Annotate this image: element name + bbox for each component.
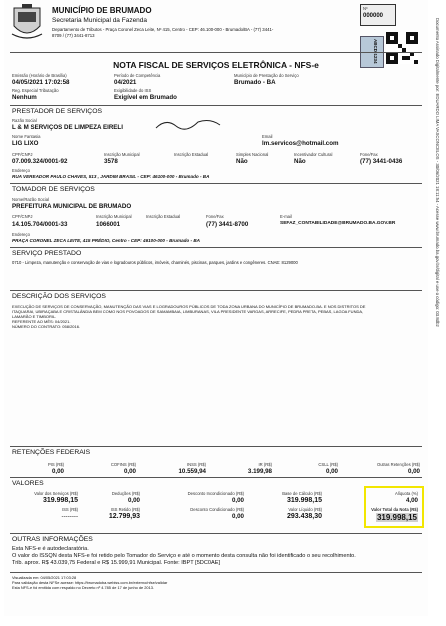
csll-label: CSLL (R$) (318, 462, 338, 467)
valor-liquido-label: Valor Líquido (R$) (288, 507, 322, 512)
nf-number-box (360, 4, 396, 26)
municipality-name: MUNICÍPIO DE BRUMADO (52, 6, 152, 15)
tomador-razao-label: Nome/Razão Social (12, 197, 50, 202)
prestador-cnpj-label: CPF/CNPJ (12, 152, 33, 157)
inss-label: INSS (R$) (186, 462, 206, 467)
coat-of-arms-icon (10, 4, 44, 42)
tomador-endereco-label: Endereço (12, 232, 30, 237)
deducoes-value: 0,00 (127, 497, 140, 504)
prestador-email-label: Email (262, 134, 273, 139)
descricao-line: LAMARÃO E TIMBORIL. (12, 314, 57, 319)
prestador-fone-value: (77) 3441-0436 (360, 158, 403, 165)
prestador-ie-label: Inscrição Estadual (174, 152, 209, 157)
prestador-razao-value: L & M SERVIÇOS DE LIMPEZA EIRELI (12, 124, 123, 131)
aliquota-value: 4,00 (405, 497, 418, 504)
csll-value: 0,00 (325, 468, 338, 475)
side-stamp-text: Documento Assinado Digitalmente por: EDUARDO LIMA VASCONCELOS - 30/06/2021 18:11:54 - Acesse www.brumado.ba.gov.br/digital e use o código: 03.8db2 (435, 18, 440, 327)
desconto-incond-value: 0,00 (231, 497, 244, 504)
prestador-fone-label: Fone/Fax (360, 152, 378, 157)
divider (10, 183, 422, 184)
desconto-cond-value: 0,00 (231, 513, 244, 520)
valor-liquido-value: 293.438,30 (286, 513, 322, 520)
signature-icon (154, 116, 224, 132)
valor-total-value: 319.998,15 (376, 513, 417, 522)
ir-label: IR (R$) (258, 462, 272, 467)
prestador-razao-label: Razão Social (12, 118, 37, 123)
tomador-ie-label: Inscrição Estadual (146, 214, 181, 219)
tomador-section-title: TOMADOR DE SERVIÇOS (12, 186, 95, 193)
footer-line: Esta NFS-e foi emitida com respaldo no Decreto nº 4.785 de 17 de junho de 2013. (12, 585, 155, 590)
prestador-section-title: PRESTADOR DE SERVIÇOS (12, 108, 103, 115)
tomador-fone-value: (77) 3441-8700 (206, 221, 249, 228)
service-municipality-value: Brumado - BA (234, 79, 276, 86)
divider (10, 52, 422, 53)
nf-number: 000000 (363, 13, 384, 19)
prestador-cnpj-value: 07.009.324/0001-92 (12, 158, 68, 165)
descricao-line: ITAQUARAI, UBIRAÇABA E CRISTALÂNDIA BEM COMO NOS POVOADOS DE SAMAMBAIA, LIMBURANAS, VILA PRESIDENTE VARGAS, ARRECIFE, PEDRA PRETA, PEBAS, LAGOA FUNDA, (12, 309, 364, 314)
emission-value: 04/05/2021 17:02:58 (12, 79, 70, 86)
divider (10, 247, 422, 248)
prestador-incentivador-value: Não (294, 158, 306, 165)
tomador-endereco-value: PRAÇA CORONEL ZECA LEITE, 415 PRÉDIO, Centro - CEP: 46100-000 - Brumado - BA (12, 238, 200, 243)
deducoes-label: Deduções (R$) (111, 491, 140, 496)
iss-exigibility-value: Exigível em Brumado (114, 94, 177, 101)
outras-retencoes-value: 0,00 (407, 468, 420, 475)
tomador-cnpj-label: CPF/CNPJ (12, 214, 33, 219)
base-calculo-value: 319.998,15 (286, 497, 322, 504)
cofins-value: 0,00 (123, 468, 136, 475)
emission-label: Emissão (Horário de Brasília) (12, 73, 67, 78)
competence-label: Período de Competência (114, 73, 161, 78)
divider (10, 290, 422, 291)
servicos-value: 319.998,15 (42, 497, 78, 504)
tomador-razao-value: PREFEITURA MUNICIPAL DE BRUMADO (12, 203, 132, 210)
nfse-document (4, 0, 428, 616)
tomador-email-value: SEFAZ_CONTABILIDADE@BRUMADO.BA.GOV.BR (280, 221, 396, 226)
outras-retencoes-label: Outras Retenções (R$) (376, 462, 420, 467)
servico-section-title: SERVIÇO PRESTADO (12, 250, 82, 257)
prestador-simples-label: Simples Nacional (236, 152, 269, 157)
prestador-incentivador-label: Incentivador Cultural (294, 152, 333, 157)
retencoes-section-title: RETENÇÕES FEDERAIS (12, 449, 91, 456)
aliquota-label: Alíquota (%) (394, 491, 418, 496)
service-municipality-label: Município de Prestação do Serviço (234, 73, 299, 78)
descricao-line: NÚMERO DO CONTRATO: 058/2016. (12, 324, 81, 329)
regime-label: Reg. Especial Tributação (12, 88, 59, 93)
inss-value: 10.559,94 (178, 468, 206, 475)
iss-retido-label: ISS Retido (R$) (110, 507, 140, 512)
desconto-cond-label: Desconto Condicionado (R$) (190, 507, 244, 512)
competence-value: 04/2021 (114, 79, 137, 86)
pis-label: PIS (R$) (47, 462, 64, 467)
prestador-im-label: Inscrição Municipal (104, 152, 140, 157)
valores-section-title: VALORES (12, 480, 44, 487)
servicos-label: Valor dos Serviços (R$) (34, 491, 78, 496)
desconto-incond-label: Desconto Incondicionado (R$) (187, 491, 244, 496)
outras-section-title: OUTRAS INFORMAÇÕES (12, 536, 93, 543)
department-phone: 8709 / (77) 3441-8713 (52, 33, 95, 38)
outras-line: Trib. aprox. R$ 43.039,75 Federal e R$ 15.999,91 Municipal. Fonte: IBPT [5DC0AE] (12, 560, 221, 566)
iss-value: -------- (61, 513, 78, 520)
outras-line: Esta NFS-e é autodeclaratória. (12, 546, 89, 552)
prestador-fantasia-label: Nome Fantasia (12, 134, 41, 139)
nf-number-label: Nº (363, 6, 368, 11)
secretariat-name: Secretaria Municipal da Fazenda (52, 17, 148, 24)
document-title: NOTA FISCAL DE SERVIÇOS ELETRÔNICA - NFS-e (113, 60, 319, 70)
ir-value: 3.199,98 (247, 468, 272, 475)
descricao-section-title: DESCRIÇÃO DOS SERVIÇOS (12, 293, 106, 300)
pis-value: 0,00 (51, 468, 64, 475)
divider (10, 477, 422, 478)
prestador-endereco-label: Endereço (12, 168, 30, 173)
iss-exigibility-label: Exigibilidade do ISS (114, 88, 152, 93)
verification-code: ABCD-1234 (373, 39, 378, 64)
iss-label: ISS (R$) (61, 507, 78, 512)
servico-text: 0710 - Limpeza, manutenção e conservação de vias e logradouros públicos, imóveis, chaminés, piscinas, parques, jardins e congêneres. CNAE: 8129000 (12, 260, 298, 265)
divider (10, 533, 422, 534)
prestador-fantasia-value: LIG LIXO (12, 140, 39, 147)
total-highlight-box (364, 486, 424, 528)
divider (10, 446, 422, 447)
footer-line: Visualizada em: 04/05/2021 17:03:28 (12, 575, 77, 580)
tomador-email-label: E-mail (280, 214, 292, 219)
digital-signature-stamp (432, 18, 444, 327)
divider (10, 572, 422, 573)
department-address: Departamento de Tributos - Praça Coronel Zeca Leite, Nº 415, Centro - CEP: 46.100-000 - Brumado/BA - (77) 3441- (52, 27, 274, 32)
prestador-im-value: 3578 (104, 158, 118, 165)
valor-total-label: Valor Total da Nota (R$) (371, 507, 418, 512)
tomador-im-value: 1066001 (96, 221, 121, 228)
cofins-label: COFINS (R$) (110, 462, 136, 467)
footer-line: Para validação desta NFSe acesse: https://brumadoba.webiss.com.br/externo/nfse/validar (12, 580, 168, 585)
divider (10, 105, 422, 106)
outras-line: O valor do ISSQN desta NFS-e foi retido pelo Tomador do Serviço e até o momento desta consulta não foi identificado o seu recolhimento. (12, 553, 356, 559)
prestador-email-value: lm.servicos@hotmail.com (262, 140, 339, 147)
prestador-endereco-value: RUA VEREADOR PAULO CHAVES, 513 , JARDIM BRASIL - CEP: 46100-000 - Brumado - BA (12, 174, 210, 179)
tomador-im-label: Inscrição Municipal (96, 214, 132, 219)
tomador-cnpj-value: 14.105.704/0001-33 (12, 221, 68, 228)
descricao-line: REFERENTE AO MÊS: 04/2021. (12, 319, 71, 324)
iss-retido-value: 12.799,93 (108, 513, 140, 520)
regime-value: Nenhum (12, 94, 37, 101)
descricao-line: EXECUÇÃO DE SERVIÇOS DE CONSERVAÇÃO, MANUTENÇÃO DAS VIAS E LOGRADOUROS PÚBLICOS DE TODA ZONA URBANA DO MUNICÍPIO DE BRUMADO-BA. E NOS DISTRITOS DE (12, 304, 366, 309)
prestador-simples-value: Não (236, 158, 248, 165)
base-calculo-label: Base de Cálculo (R$) (282, 491, 322, 496)
tomador-fone-label: Fone/Fax (206, 214, 224, 219)
